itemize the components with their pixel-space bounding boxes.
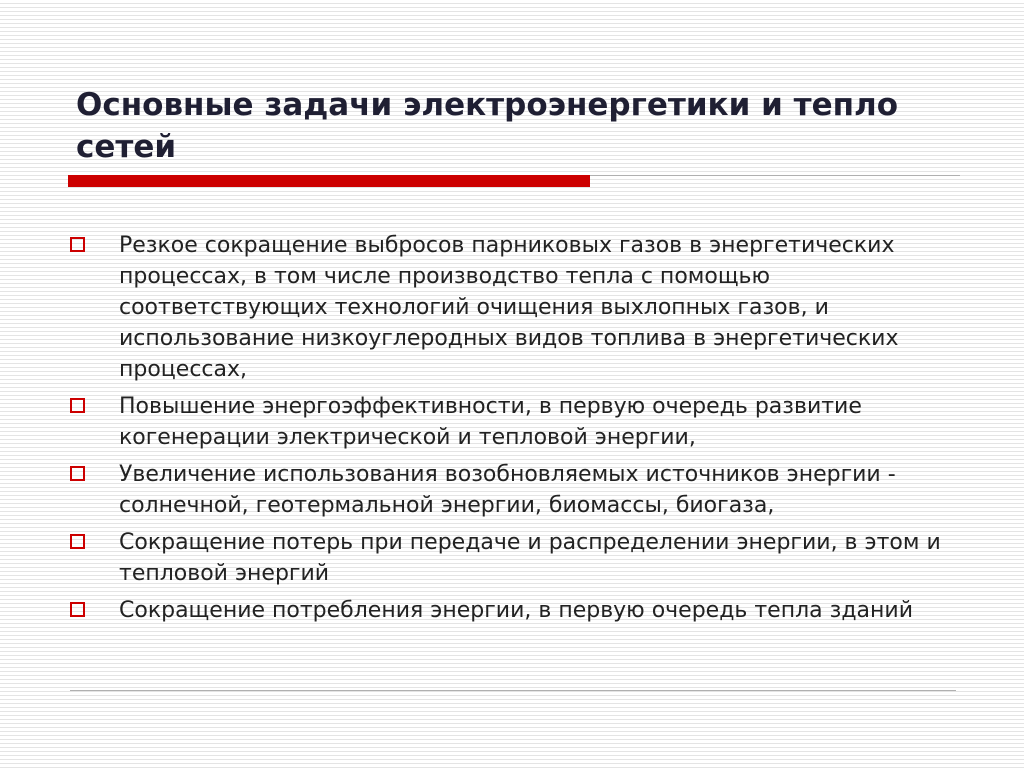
bullet-item bbox=[70, 459, 950, 521]
slide-title: Основные задачи электроэнергетики и тепло сетей bbox=[76, 87, 899, 165]
bottom-divider bbox=[70, 690, 956, 691]
bullet-text: Повышение энергоэффективности, в первую очередь развитие когенерации электрической и тепловой энергии, bbox=[119, 394, 862, 450]
bullet-text: Резкое сокращение выбросов парниковых газов в энергетических процессах, в том числе производство тепла с помощью соответствующих технологий очищения выхлопных газов, и использование низкоуглеродных видов топлива в энергетических процессах, bbox=[119, 233, 899, 382]
hollow-square-icon bbox=[70, 534, 85, 549]
bullet-item bbox=[70, 595, 950, 626]
bullet-text: Увеличение использования возобновляемых источников энергии - солнечной, геотермальной энергии, биомассы, биогаза, bbox=[119, 462, 896, 518]
hollow-square-icon bbox=[70, 602, 85, 617]
bullet-item bbox=[70, 230, 950, 385]
hollow-square-icon bbox=[70, 398, 85, 413]
bullet-item bbox=[70, 527, 950, 589]
hollow-square-icon bbox=[70, 237, 85, 252]
title-underline-accent bbox=[68, 175, 590, 187]
bullet-text: Сокращение потерь при передаче и распределении энергии, в этом и тепловой энергий bbox=[119, 530, 941, 586]
bullet-text: Сокращение потребления энергии, в первую очередь тепла зданий bbox=[119, 598, 913, 623]
bullet-item bbox=[70, 391, 950, 453]
bullet-list bbox=[70, 230, 950, 632]
hollow-square-icon bbox=[70, 466, 85, 481]
title-underline-thin bbox=[590, 175, 960, 176]
